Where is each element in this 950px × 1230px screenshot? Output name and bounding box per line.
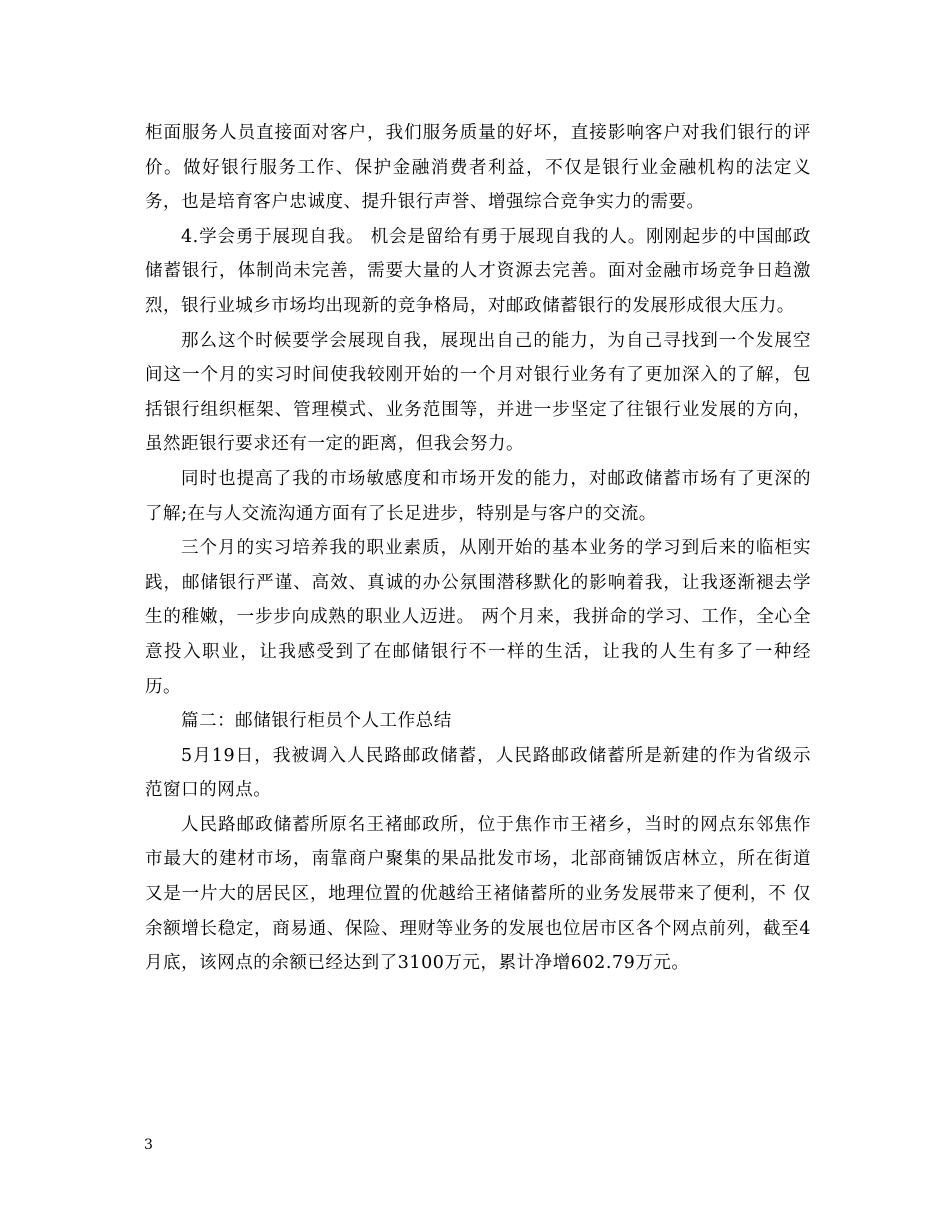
paragraph-4: 同时也提高了我的市场敏感度和市场开发的能力，对邮政储蓄市场有了更深的了解;在与人交流沟通方面有了长足进步，特别是与客户的交流。 bbox=[145, 468, 811, 524]
section-heading: 篇二：邮储银行柜员个人工作总结 bbox=[181, 711, 452, 732]
paragraph-7: 人民路邮政储蓄所原名王褚邮政所，位于焦作市王褚乡，当时的网点东邻焦作市最大的建材市场，南靠商户聚集的果品批发市场，北部商铺饭店林立，所在街道又是一片大的居民区，地理位置的优越给王褚储蓄所的业务发展带来了便利，不 仅余额增长稳定，商易通、保险、理财等业务的发展也位居市区各个网点前列，截至4月底，该网点的余额已经达到了3100万元，累计净增602.79万元。 bbox=[145, 814, 811, 974]
paragraph-1: 柜面服务人员直接面对客户，我们服务质量的好坏，直接影响客户对我们银行的评价。做好银行服务工作、保护金融消费者利益，不仅是银行业金融机构的法定义务，也是培育客户忠诚度、提升银行声誉、增强综合竞争实力的需要。 bbox=[145, 123, 811, 213]
page-number: 3 bbox=[144, 1137, 153, 1153]
paragraph-2: 4.学会勇于展现自我。 机会是留给有勇于展现自我的人。刚刚起步的中国邮政储蓄银行，体制尚未完善，需要大量的人才资源去完善。面对金融市场竞争日趋激烈，银行业城乡市场均出现新的竞争格局，对邮政储蓄银行的发展形成很大压力。 bbox=[145, 226, 811, 316]
paragraph-3: 那么这个时候要学会展现自我，展现出自己的能力，为自己寻找到一个发展空间这一个月的实习时间使我较刚开始的一个月对银行业务有了更加深入的了解，包括银行组织框架、管理模式、业务范围等，并进一步坚定了往银行业发展的方向，虽然距银行要求还有一定的距离，但我会努力。 bbox=[145, 330, 811, 455]
paragraph-6: 5月19日，我被调入人民路邮政储蓄，人民路邮政储蓄所是新建的作为省级示范窗口的网点。 bbox=[145, 745, 811, 801]
paragraph-5: 三个月的实习培养我的职业素质，从刚开始的基本业务的学习到后来的临柜实践，邮储银行严谨、高效、真诚的办公氛围潜移默化的影响着我，让我逐渐褪去学生的稚嫩，一步步向成熟的职业人迈进。 两个月来，我拼命的学习、工作，全心全意投入职业，让我感受到了在邮储银行不一样的生活，让我的人生有多了一种经历。 bbox=[145, 538, 811, 697]
document-body bbox=[145, 116, 811, 981]
